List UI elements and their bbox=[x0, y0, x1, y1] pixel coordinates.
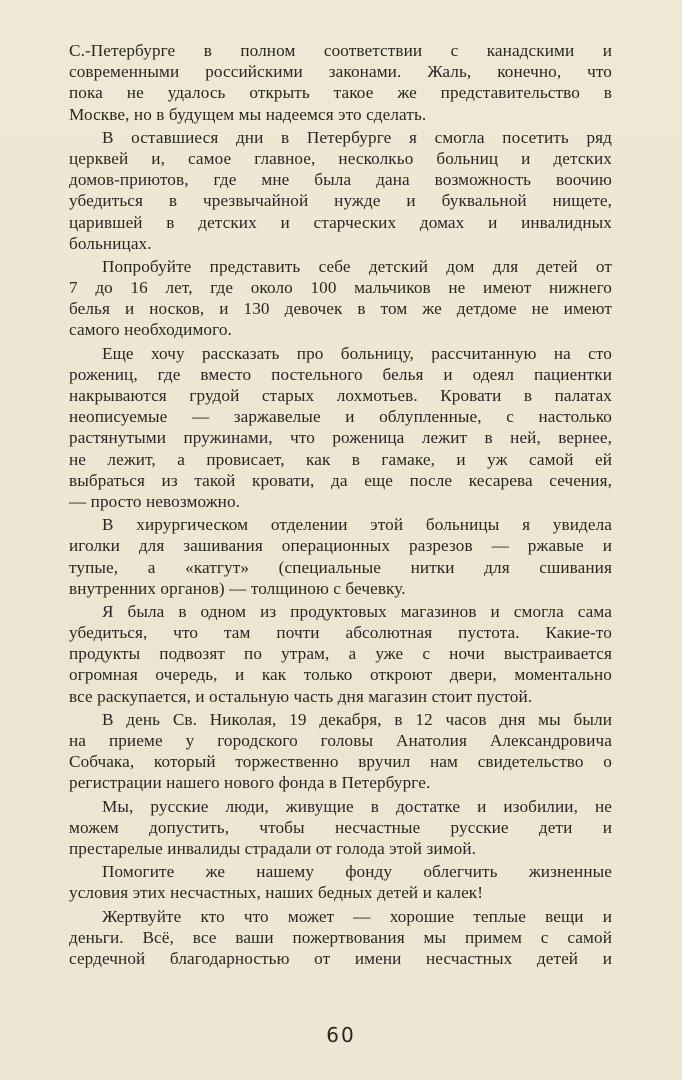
paragraph bbox=[69, 343, 612, 513]
paragraph bbox=[69, 127, 612, 254]
body-text bbox=[69, 40, 612, 969]
text-line: продукты подвозят по утрам, а уже с ночи выстраивается bbox=[69, 644, 612, 664]
text-line: С.-Петербурге в полном соответствии с канадскими и bbox=[69, 41, 612, 60]
text-line: Я была в одном из продуктовых магазинов и смогла сама bbox=[102, 601, 612, 621]
text-line: В оставшиеся дни в Петербурге я смогла посетить ряд bbox=[102, 127, 612, 147]
text-line: Попробуйте представить себе детский дом для детей от bbox=[102, 256, 612, 276]
text-line: регистрации нашего нового фонда в Петербурге. bbox=[69, 773, 431, 793]
text-line: растянутыми пружинами, что роженица лежит в ней, вернее, bbox=[69, 428, 612, 448]
text-line: белья и носков, и 130 девочек в том же детдоме не имеют bbox=[69, 299, 612, 319]
text-line: на приеме у городского головы Анатолия Александровича bbox=[69, 731, 612, 750]
text-line: Москве, но в будущем мы надеемся это сделать. bbox=[69, 104, 427, 124]
text-line: Жертвуйте кто что может — хорошие теплые вещи и bbox=[102, 906, 612, 926]
paragraph bbox=[69, 906, 612, 970]
text-line: условия этих несчастных, наших бедных детей и калек! bbox=[69, 883, 484, 903]
text-line: не лежит, а провисает, как в гамаке, и уж самой ей bbox=[69, 449, 612, 469]
text-line: внутренних органов) — толщиною с бечевку. bbox=[69, 578, 406, 598]
paragraph bbox=[69, 514, 612, 599]
text-line: больницах. bbox=[69, 233, 152, 253]
text-line: все раскупается, и остальную часть дня магазин стоит пустой. bbox=[69, 686, 533, 706]
paragraph bbox=[69, 861, 612, 903]
text-line: деньги. Всё, все ваши пожертвования мы примем с самой bbox=[69, 927, 612, 947]
text-line: В хирургическом отделении этой больницы я увидела bbox=[102, 515, 612, 535]
text-line: церквей и, самое главное, несколкьо больниц и детских bbox=[69, 148, 612, 168]
text-line: тупые, а «катгут» (специальные нитки для сшивания bbox=[69, 557, 612, 577]
text-line: Еще хочу рассказать про больницу, рассчитанную на сто bbox=[102, 343, 612, 363]
text-line: рожениц, где вместо постельного белья и одеял пациентки bbox=[69, 364, 612, 384]
paragraph bbox=[69, 709, 612, 794]
text-line: огромная очередь, и как только откроют двери, моментально bbox=[69, 665, 612, 685]
text-line: престарелые инвалиды страдали от голода этой зимой. bbox=[69, 838, 477, 858]
text-line: можем допустить, чтобы несчастные русские дети и bbox=[69, 817, 612, 837]
text-line: Помогите же нашему фонду облегчить жизненные bbox=[102, 862, 612, 882]
text-line: царившей в детских и старческих домах и инвалидных bbox=[69, 212, 612, 232]
paragraph bbox=[69, 40, 612, 125]
text-line: — просто невозможно. bbox=[69, 491, 241, 511]
text-line: иголки для зашивания операционных разрезов — ржавые и bbox=[69, 536, 612, 556]
text-line: убедиться в чрезвычайной нужде и буквальной нищете, bbox=[69, 191, 612, 211]
text-line: выбраться из такой кровати, да еще после кесарева сечения, bbox=[69, 470, 612, 490]
paragraph bbox=[69, 796, 612, 860]
text-line: самого необходимого. bbox=[69, 320, 232, 340]
text-line: накрываются грудой старых лохмотьев. Кровати в палатах bbox=[69, 386, 612, 405]
text-line: убедиться, что там почти абсолютная пустота. Какие-то bbox=[69, 623, 612, 643]
text-line: В день Св. Николая, 19 декабря, в 12 часов дня мы были bbox=[102, 709, 612, 729]
text-line: Мы, русские люди, живущие в достатке и изобилии, не bbox=[102, 796, 612, 816]
paragraph bbox=[69, 601, 612, 707]
text-line: 7 до 16 лет, где около 100 мальчиков не имеют нижнего bbox=[69, 278, 612, 298]
text-line: Собчака, который торжественно вручил нам свидетельство о bbox=[69, 752, 612, 772]
text-line: сердечной благодарностью от имени несчастных детей и bbox=[69, 948, 612, 968]
text-line: пока не удалось открыть такое же представительство в bbox=[69, 83, 612, 103]
page-number: 60 bbox=[326, 1023, 356, 1047]
text-line: современными российскими законами. Жаль, конечно, что bbox=[69, 62, 612, 82]
text-line: домов-приютов, где мне была дана возможность воочию bbox=[69, 170, 612, 190]
paragraph bbox=[69, 256, 612, 341]
text-line: неописуемые — заржавелые и облупленные, с настолько bbox=[69, 407, 612, 427]
